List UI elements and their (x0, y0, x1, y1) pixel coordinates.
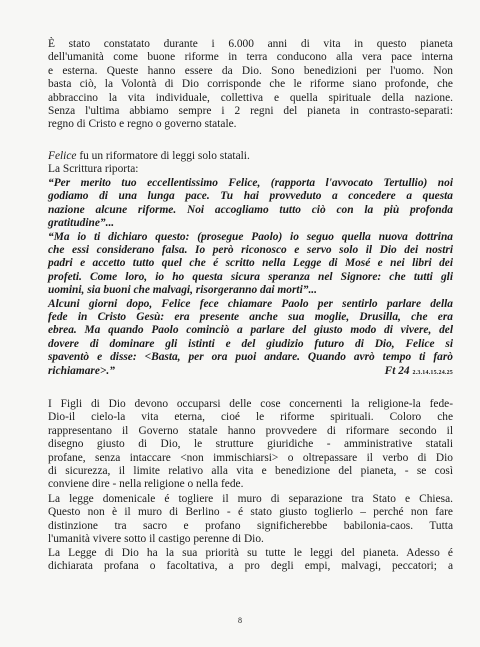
text-line: abbraccino la vita individuale, collettiva e quella spirituale della nazione. (48, 91, 453, 104)
felice-line (48, 150, 453, 163)
paragraph-intro (48, 38, 453, 132)
scripture-reference (385, 365, 453, 380)
felice-name: Felice (48, 150, 77, 162)
scrittura-intro: La Scrittura riporta: (48, 163, 139, 176)
paragraph-felice (48, 150, 453, 177)
text-line: regno di Cristo e regno o governo statale. (48, 118, 237, 131)
quote-line: richiamare>.” (48, 364, 115, 377)
text-line: l'umanità vivere sotto il castigo perenne di Dio. (48, 533, 264, 546)
text-line: di sicurezza, il limite relativo alla vita e benedizione del pianeta, - se così (48, 465, 453, 478)
quote-line: uomini, sia buoni che malvagi, risorgeranno dai morti”... (48, 284, 317, 297)
page-number: 8 (238, 616, 242, 625)
quote-line: ebrea. Ma quando Paolo cominciò a parlare del giusto modo di vivere, del (48, 324, 453, 337)
text-line: I Figli di Dio devono occuparsi delle cose concernenti la religione-la fede- (48, 398, 453, 410)
quote-line: gratitudine”... (48, 217, 115, 230)
quote-line: dovere di dominare gli istinti e del giudizio futuro di Dio, Felice si (48, 337, 453, 350)
quote-line: “Per merito tuo eccellentissimo Felice, (rapporta l'avvocato Tertullio) noi (48, 177, 453, 189)
text-line: La Legge di Dio ha la sua priorità su tutte le leggi del pianeta. Adesso é (48, 546, 453, 559)
text-line: distinzione tra sacro e profano significherebbe babilonia-caos. Tutta (48, 519, 453, 532)
quote-line: che essi considerano falsa. Io però riconosco e servo solo il Dio dei nostri (48, 244, 453, 257)
quote-line: godiamo di una lunga pace. Tu hai provveduto a concedere a questa (48, 190, 453, 203)
reference-book: Ft 24 (384, 364, 410, 377)
paragraph-figli-di-dio (48, 398, 453, 492)
quote-line: profeti. Come loro, io ho questa sicura speranza nel Signore: che tutti gli (48, 270, 453, 283)
quote-line: spaventò e disse: <Basta, per ora puoi andare. Quando avrò tempo ti farò (48, 351, 453, 364)
quote-line: padri e accetto tutto quel che é scritto nella Legge di Mosé e nei libri dei (48, 257, 453, 270)
text-line: Questo non è il muro di Berlino - é stato giusto toglierlo – perché non fare (48, 506, 453, 519)
quote-line: fede in Cristo Gesù: era presente anche sua moglie, Drusilla, che era (48, 311, 453, 324)
text-line: dell'umanità come buone riforme in terra conducono alla vera pace interna (48, 51, 453, 64)
text-line: Senza l'ultima abbiamo sempre i 2 regni del pianeta in contrasto-separati: (48, 105, 453, 118)
text-line: disegno giusto di Dio, le strutture giuridiche - amministrative statali (48, 438, 453, 451)
quote-line: Alcuni giorni dopo, Felice fece chiamare Paolo per sentirlo parlare della (48, 297, 453, 310)
scripture-quote (48, 177, 453, 378)
quote-line: nazione alcune riforme. Noi accogliamo tutto ciò con la più profonda (48, 203, 453, 216)
text-line: e esterna. Queste hanno essere da Dio. Sono benedizioni per l'uomo. Non (48, 64, 453, 77)
text-line: Dio-il cielo-la vita eterna, cioé le riforme spirituali. Coloro che (48, 411, 453, 424)
felice-rest: fu un riformatore di leggi solo statali. (76, 150, 250, 162)
quote-last-line (48, 365, 453, 378)
text-line: profane, senza intaccare <non immischiarsi> o oltrepassare il verbo di Dio (48, 451, 453, 464)
text-line: dichiarata profana o facoltativa, a pro degli empi, malvagi, peccatori; a (48, 560, 453, 573)
quote-line: “Ma io ti dichiaro questo: (prosegue Paolo) io seguo quella nuova dottrina (48, 230, 453, 243)
reference-verses: 2.3.14.15.24.25 (412, 369, 453, 376)
text-line: basta ciò, la Volontà di Dio corrisponde che le riforme siano profonde, che (48, 78, 453, 91)
text-line: È stato constatato durante i 6.000 anni di vita in questo pianeta (48, 38, 453, 50)
text-line: rappresentano il Governo statale hanno provvedere di riformare secondo il (48, 424, 453, 437)
text-line: La legge domenicale é togliere il muro di separazione tra Stato e Chiesa. (48, 493, 453, 505)
paragraph-legge-domenicale (48, 493, 453, 573)
text-line: conviene dire - nella religione o nella fede. (48, 478, 244, 491)
